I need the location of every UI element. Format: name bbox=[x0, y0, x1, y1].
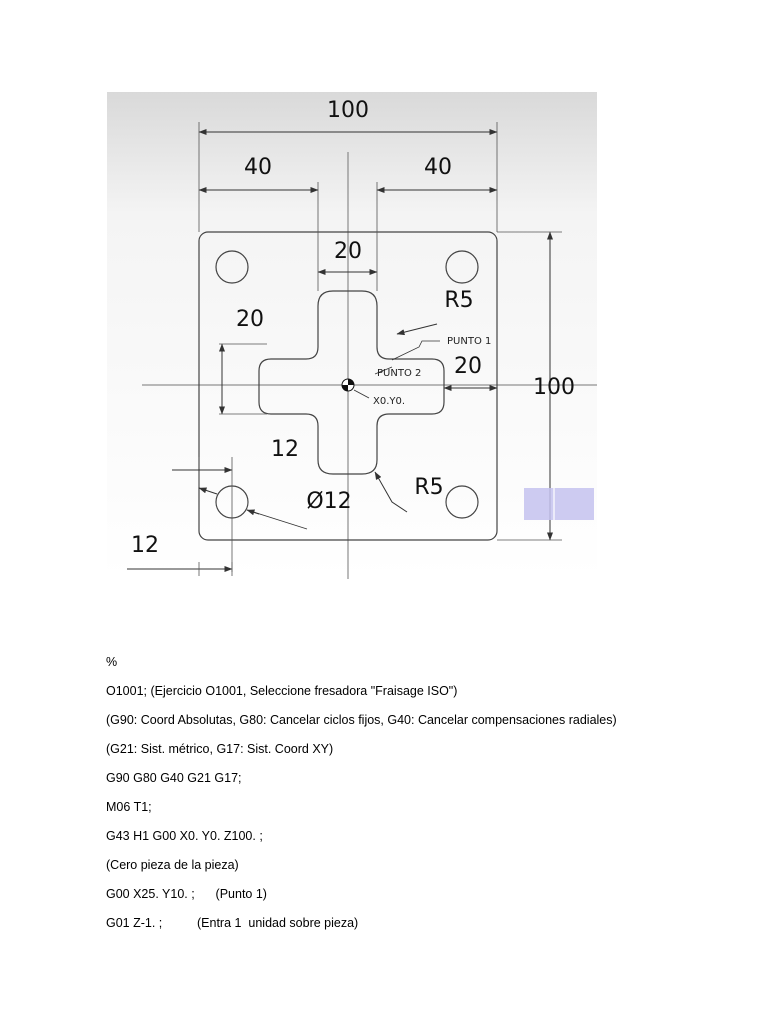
gcode-listing bbox=[106, 648, 746, 938]
origin-marker bbox=[342, 379, 354, 391]
code-line: G43 H1 G00 X0. Y0. Z100. ; bbox=[106, 829, 263, 843]
dim-r5-bottom: R5 bbox=[414, 475, 444, 500]
dim-center-20: 20 bbox=[334, 239, 362, 264]
dim-left-20: 20 bbox=[236, 307, 264, 332]
code-line: G01 Z-1. ; (Entra 1 unidad sobre pieza) bbox=[106, 916, 359, 930]
code-line: (G90: Coord Absolutas, G80: Cancelar ciclos fijos, G40: Cancelar compensaciones radiales) bbox=[106, 713, 617, 727]
dim-12-bottom: 12 bbox=[131, 533, 159, 558]
dim-right-40: 40 bbox=[424, 155, 452, 180]
code-line: % bbox=[106, 655, 118, 669]
drawing-background bbox=[107, 92, 597, 579]
dim-r5-top: R5 bbox=[444, 288, 474, 313]
technical-drawing bbox=[107, 92, 597, 579]
dim-diameter-12: Ø12 bbox=[306, 489, 352, 514]
dim-left-40: 40 bbox=[244, 155, 272, 180]
dim-12-left: 12 bbox=[271, 437, 299, 462]
dim-total-width: 100 bbox=[327, 98, 369, 123]
code-line: G00 X25. Y10. ; (Punto 1) bbox=[106, 887, 267, 901]
label-punto2: PUNTO 2 bbox=[377, 368, 422, 379]
label-punto1: PUNTO 1 bbox=[447, 336, 492, 347]
drawing-svg bbox=[107, 92, 597, 579]
dim-right-20: 20 bbox=[454, 354, 482, 379]
code-line: (G21: Sist. métrico, G17: Sist. Coord XY) bbox=[106, 742, 334, 756]
label-origin: X0.Y0. bbox=[373, 396, 406, 407]
code-line: M06 T1; bbox=[106, 800, 152, 814]
code-line: G90 G80 G40 G21 G17; bbox=[106, 771, 242, 785]
dim-height-100: 100 bbox=[533, 375, 575, 400]
code-line: O1001; (Ejercicio O1001, Seleccione fresadora "Fraisage ISO") bbox=[106, 684, 458, 698]
highlight-overlay bbox=[524, 488, 594, 520]
code-line: (Cero pieza de la pieza) bbox=[106, 858, 239, 872]
